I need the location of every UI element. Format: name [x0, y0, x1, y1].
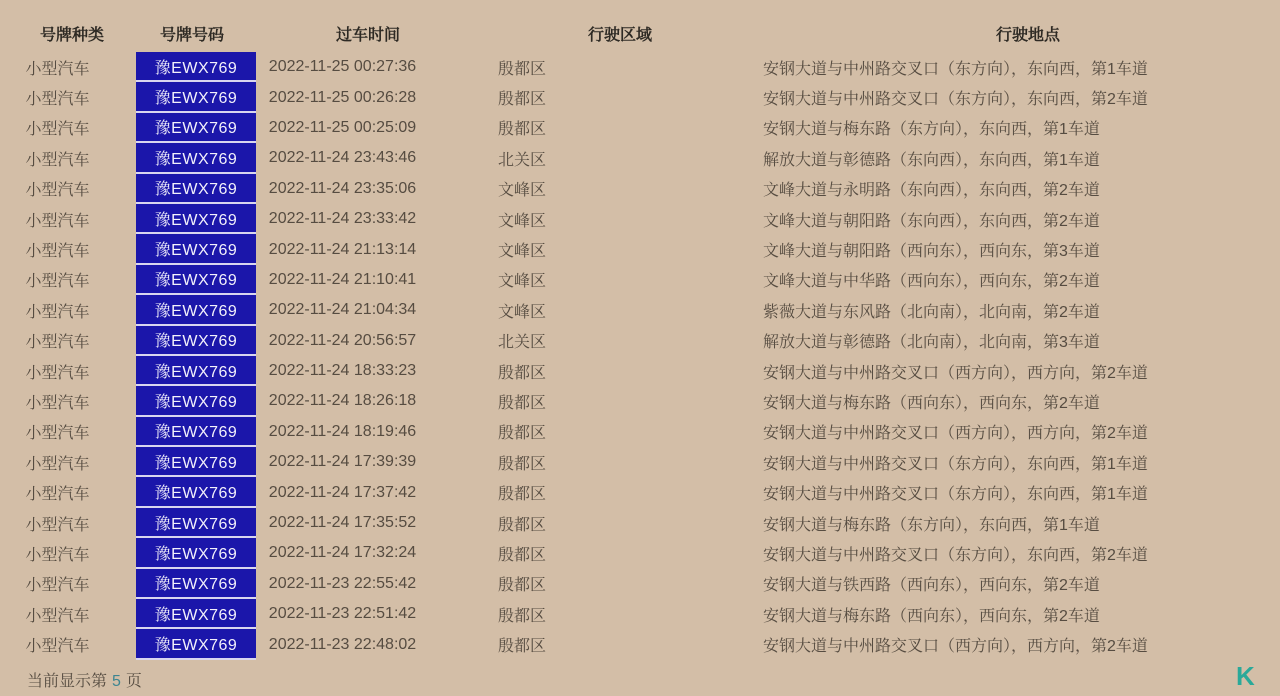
plate-number-cell: [115, 82, 260, 112]
plate-type-cell: 小型汽车: [25, 60, 90, 78]
column-header-plate-number: 号牌号码: [160, 27, 225, 44]
location-cell: 文峰大道与中华路（西向东），西向东，第2车道: [763, 273, 1100, 291]
plate-type-cell: 小型汽车: [25, 486, 90, 504]
pass-time-cell: 2022-11-23 22:55:42: [268, 574, 417, 592]
plate-number-badge[interactable]: 豫EWX769: [136, 508, 256, 538]
plate-number-badge[interactable]: 豫EWX769: [136, 538, 256, 568]
table-row[interactable]: [0, 538, 1280, 568]
district-cell: 文峰区: [498, 303, 547, 321]
plate-type-cell: 小型汽车: [25, 182, 90, 200]
district-cell: 文峰区: [498, 273, 547, 291]
table-row[interactable]: [0, 356, 1280, 386]
plate-number-cell: [115, 477, 260, 507]
plate-type-cell: 小型汽车: [25, 303, 90, 321]
district-cell: 殷都区: [498, 91, 547, 109]
pass-time-cell: 2022-11-25 00:27:36: [268, 58, 417, 76]
district-cell: 殷都区: [498, 546, 547, 564]
table-row[interactable]: [0, 52, 1280, 82]
table-row[interactable]: [0, 417, 1280, 447]
plate-number-cell: [115, 265, 260, 295]
plate-number-cell: [115, 417, 260, 447]
plate-number-badge[interactable]: 豫EWX769: [136, 417, 256, 447]
plate-type-cell: 小型汽车: [25, 577, 90, 595]
pass-time-cell: 2022-11-24 23:43:46: [268, 149, 417, 167]
plate-type-cell: 小型汽车: [25, 516, 90, 534]
district-cell: 殷都区: [498, 394, 547, 412]
column-header-pass-time: 过车时间: [336, 27, 401, 44]
plate-number-badge[interactable]: 豫EWX769: [136, 52, 256, 82]
location-cell: 安钢大道与中州路交叉口（东方向），东向西，第2车道: [763, 91, 1148, 109]
plate-type-cell: 小型汽车: [25, 273, 90, 291]
column-header-driving-location: 行驶地点: [996, 27, 1061, 44]
pass-time-cell: 2022-11-24 18:33:23: [268, 362, 417, 380]
plate-type-cell: 小型汽车: [25, 364, 90, 382]
pass-time-cell: 2022-11-24 23:35:06: [268, 179, 417, 197]
location-cell: 文峰大道与永明路（东向西），东向西，第2车道: [763, 182, 1100, 200]
district-cell: 殷都区: [498, 516, 547, 534]
table-row[interactable]: [0, 569, 1280, 599]
table-row[interactable]: [0, 599, 1280, 629]
location-cell: 安钢大道与中州路交叉口（东方向），东向西，第1车道: [763, 60, 1148, 78]
district-cell: 文峰区: [498, 243, 547, 261]
plate-number-badge[interactable]: 豫EWX769: [136, 386, 256, 416]
location-cell: 安钢大道与梅东路（东方向），东向西，第1车道: [763, 516, 1100, 534]
pagination-suffix: 页: [125, 673, 142, 690]
plate-number-cell: [115, 234, 260, 264]
district-cell: 殷都区: [498, 425, 547, 443]
table-row[interactable]: [0, 477, 1280, 507]
plate-number-cell: [115, 113, 260, 143]
plate-type-cell: 小型汽车: [25, 212, 90, 230]
plate-number-badge[interactable]: 豫EWX769: [136, 477, 256, 507]
district-cell: 殷都区: [498, 455, 547, 473]
plate-number-cell: [115, 143, 260, 173]
plate-type-cell: 小型汽车: [25, 334, 90, 352]
district-cell: 殷都区: [498, 364, 547, 382]
pass-time-cell: 2022-11-24 21:10:41: [268, 270, 417, 288]
plate-number-cell: [115, 356, 260, 386]
table-row[interactable]: [0, 265, 1280, 295]
pass-time-cell: 2022-11-25 00:25:09: [268, 118, 417, 136]
location-cell: 安钢大道与中州路交叉口（西方向），西方向，第2车道: [763, 425, 1148, 443]
pass-time-cell: 2022-11-24 21:04:34: [268, 301, 417, 319]
district-cell: 殷都区: [498, 60, 547, 78]
pass-time-cell: 2022-11-24 23:33:42: [268, 210, 417, 228]
pass-time-cell: 2022-11-25 00:26:28: [268, 88, 417, 106]
location-cell: 安钢大道与中州路交叉口（东方向），东向西，第1车道: [763, 455, 1148, 473]
table-row[interactable]: [0, 174, 1280, 204]
table-row[interactable]: [0, 204, 1280, 234]
district-cell: 殷都区: [498, 607, 547, 625]
plate-number-cell: [115, 174, 260, 204]
plate-type-cell: 小型汽车: [25, 425, 90, 443]
table-header: [0, 22, 1280, 42]
plate-number-badge[interactable]: 豫EWX769: [136, 447, 256, 477]
plate-number-cell: [115, 508, 260, 538]
pass-time-cell: 2022-11-24 17:39:39: [268, 453, 417, 471]
location-cell: 解放大道与彰德路（东向西），东向西，第1车道: [763, 151, 1100, 169]
plate-type-cell: 小型汽车: [25, 607, 90, 625]
plate-number-badge[interactable]: 豫EWX769: [136, 629, 256, 659]
column-header-driving-district: 行驶区域: [588, 27, 653, 44]
location-cell: 安钢大道与铁西路（西向东），西向东，第2车道: [763, 577, 1100, 595]
table-row[interactable]: [0, 113, 1280, 143]
k-logo: K: [1236, 661, 1255, 691]
plate-number-badge[interactable]: 豫EWX769: [136, 569, 256, 599]
plate-number-cell: [115, 52, 260, 82]
plate-number-cell: [115, 629, 260, 659]
pass-time-cell: 2022-11-23 22:51:42: [268, 605, 417, 623]
plate-number-badge[interactable]: 豫EWX769: [136, 204, 256, 234]
pass-time-cell: 2022-11-24 18:19:46: [268, 422, 417, 440]
plate-number-cell: [115, 295, 260, 325]
plate-number-badge[interactable]: 豫EWX769: [136, 113, 256, 143]
location-cell: 安钢大道与中州路交叉口（东方向），东向西，第2车道: [763, 546, 1148, 564]
table-row[interactable]: [0, 447, 1280, 477]
plate-number-cell: [115, 447, 260, 477]
plate-type-cell: 小型汽车: [25, 546, 90, 564]
pass-time-cell: 2022-11-23 22:48:02: [268, 635, 417, 653]
location-cell: 文峰大道与朝阳路（西向东），西向东，第3车道: [763, 243, 1100, 261]
table-row[interactable]: [0, 508, 1280, 538]
table-row[interactable]: [0, 143, 1280, 173]
location-cell: 文峰大道与朝阳路（东向西），东向西，第2车道: [763, 212, 1100, 230]
plate-number-cell: [115, 204, 260, 234]
district-cell: 殷都区: [498, 638, 547, 656]
plate-number-cell: [115, 386, 260, 416]
location-cell: 解放大道与彰德路（北向南），北向南，第3车道: [763, 334, 1100, 352]
plate-number-badge[interactable]: 豫EWX769: [136, 174, 256, 204]
pass-time-cell: 2022-11-24 17:37:42: [268, 483, 417, 501]
column-header-plate-type: 号牌种类: [40, 27, 105, 44]
location-cell: 紫薇大道与东风路（北向南），北向南，第2车道: [763, 303, 1100, 321]
table-row[interactable]: [0, 629, 1280, 659]
pagination-status: [27, 668, 142, 691]
pass-time-cell: 2022-11-24 17:35:52: [268, 514, 417, 532]
plate-type-cell: 小型汽车: [25, 121, 90, 139]
pass-time-cell: 2022-11-24 21:13:14: [268, 240, 417, 258]
plate-number-cell: [115, 599, 260, 629]
location-cell: 安钢大道与中州路交叉口（西方向），西方向，第2车道: [763, 364, 1148, 382]
plate-type-cell: 小型汽车: [25, 91, 90, 109]
plate-type-cell: 小型汽车: [25, 151, 90, 169]
pass-time-cell: 2022-11-24 20:56:57: [268, 331, 417, 349]
location-cell: 安钢大道与梅东路（东方向），东向西，第1车道: [763, 121, 1100, 139]
district-cell: 殷都区: [498, 486, 547, 504]
location-cell: 安钢大道与梅东路（西向东），西向东，第2车道: [763, 394, 1100, 412]
location-cell: 安钢大道与梅东路（西向东），西向东，第2车道: [763, 607, 1100, 625]
plate-number-badge[interactable]: 豫EWX769: [136, 143, 256, 173]
plate-type-cell: 小型汽车: [25, 638, 90, 656]
district-cell: 文峰区: [498, 182, 547, 200]
location-cell: 安钢大道与中州路交叉口（西方向），西方向，第2车道: [763, 638, 1148, 656]
district-cell: 文峰区: [498, 212, 547, 230]
location-cell: 安钢大道与中州路交叉口（东方向），东向西，第1车道: [763, 486, 1148, 504]
pass-time-cell: 2022-11-24 18:26:18: [268, 392, 417, 410]
plate-number-badge[interactable]: 豫EWX769: [136, 234, 256, 264]
pass-time-cell: 2022-11-24 17:32:24: [268, 544, 417, 562]
district-cell: 殷都区: [498, 577, 547, 595]
pagination-prefix: 当前显示第: [27, 673, 108, 690]
table-row[interactable]: [0, 234, 1280, 264]
plate-number-cell: [115, 569, 260, 599]
table-row[interactable]: [0, 82, 1280, 112]
table-row[interactable]: [0, 295, 1280, 325]
plate-number-cell: [115, 538, 260, 568]
plate-number-badge[interactable]: 豫EWX769: [136, 326, 256, 356]
records-table: [0, 52, 1280, 660]
district-cell: 殷都区: [498, 121, 547, 139]
plate-type-cell: 小型汽车: [25, 394, 90, 412]
plate-number-badge[interactable]: 豫EWX769: [136, 82, 256, 112]
table-row[interactable]: [0, 326, 1280, 356]
plate-number-badge[interactable]: 豫EWX769: [136, 356, 256, 386]
table-row[interactable]: [0, 386, 1280, 416]
current-page-number: 5: [112, 673, 121, 690]
plate-number-badge[interactable]: 豫EWX769: [136, 599, 256, 629]
plate-number-badge[interactable]: 豫EWX769: [136, 295, 256, 325]
plate-type-cell: 小型汽车: [25, 243, 90, 261]
plate-number-badge[interactable]: 豫EWX769: [136, 265, 256, 295]
plate-number-cell: [115, 326, 260, 356]
district-cell: 北关区: [498, 151, 547, 169]
district-cell: 北关区: [498, 334, 547, 352]
plate-type-cell: 小型汽车: [25, 455, 90, 473]
